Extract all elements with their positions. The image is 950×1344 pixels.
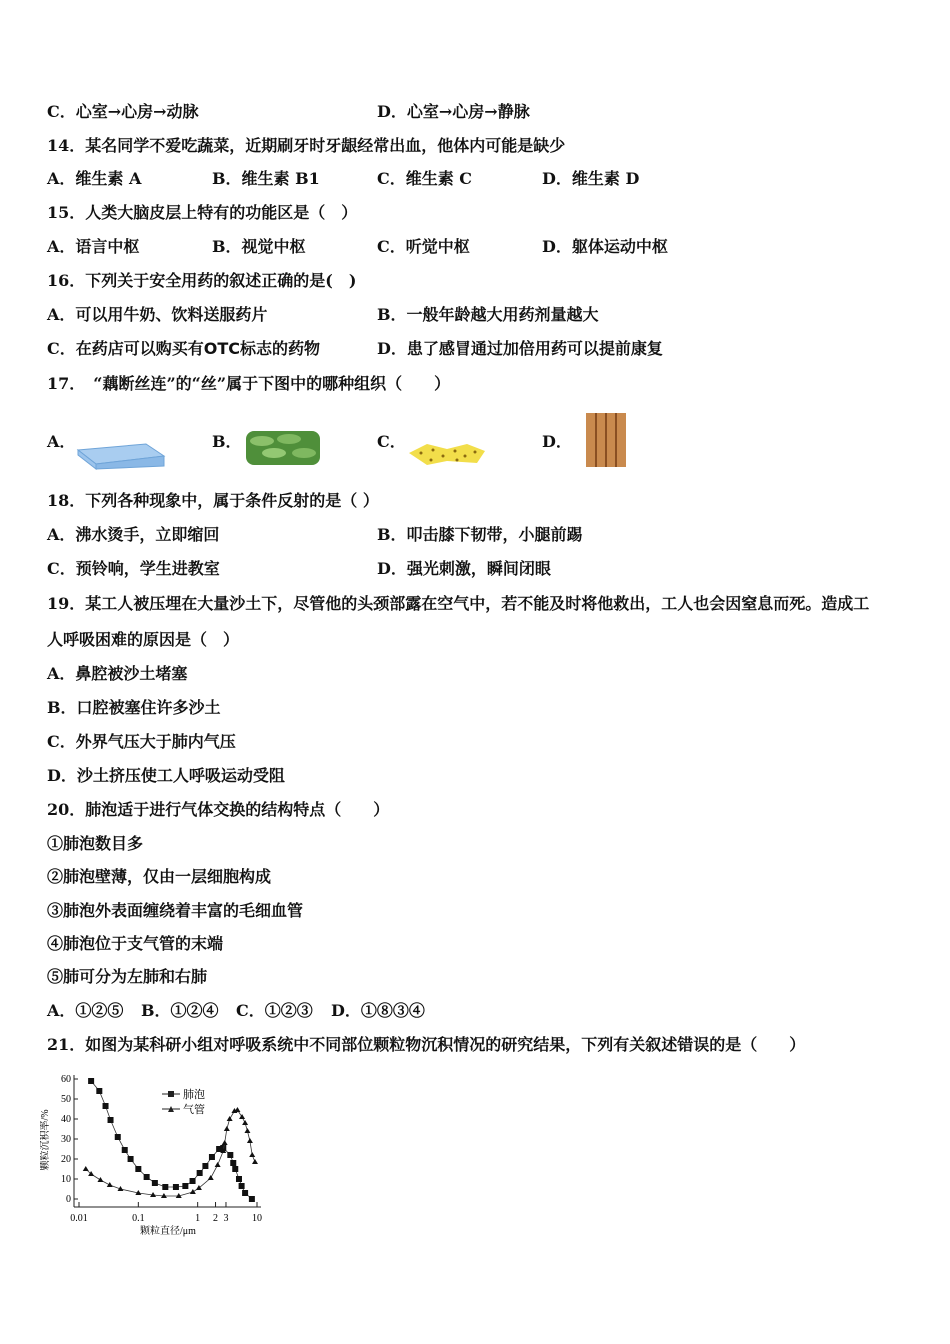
y-tick-label: 0 — [66, 1194, 71, 1205]
data-point-alveoli — [227, 1152, 233, 1158]
data-point-trachea — [190, 1189, 196, 1194]
y-tick-label: 40 — [61, 1114, 71, 1125]
x-tick-label: 1 — [195, 1213, 201, 1224]
x-tick-label: 10 — [252, 1213, 262, 1224]
option-b: B． — [212, 432, 242, 451]
option-a: A．①②⑤ — [47, 1001, 124, 1020]
option-d: D．沙土挤压使工人呼吸运动受阻 — [47, 766, 285, 785]
option-a: A．鼻腔被沙土堵塞 — [47, 664, 188, 683]
option-a: A．沸水烫手，立即缩回 — [47, 525, 220, 544]
data-point-alveoli — [88, 1078, 94, 1084]
x-tick-label: 2 — [213, 1213, 219, 1224]
option-d: D． — [542, 432, 572, 451]
data-point-trachea — [215, 1162, 221, 1167]
option-a: A．维生素 A — [47, 169, 142, 188]
data-point-trachea — [224, 1126, 230, 1131]
option-d: D．维生素 D — [542, 169, 640, 188]
option-b: B．视觉中枢 — [212, 237, 306, 256]
legend-trachea: 气管 — [183, 1104, 205, 1116]
y-tick-label: 10 — [61, 1174, 71, 1185]
question-stem: 15．人类大脑皮层上特有的功能区是（ ） — [47, 203, 358, 222]
option-b: B．①②④ — [141, 1001, 219, 1020]
question-stem-line1: 19．某工人被压埋在大量沙土下，尽管他的头颈部露在空气中，若不能及时将他救出，工人也会因窒息而死。造成工 — [47, 594, 870, 613]
data-point-trachea — [227, 1116, 233, 1121]
data-point-trachea — [247, 1138, 253, 1143]
option-d: D．①⑧③④ — [331, 1001, 425, 1020]
data-point-trachea — [107, 1182, 113, 1187]
option-a: A．可以用牛奶、饮料送服药片 — [47, 305, 268, 324]
data-point-alveoli — [236, 1176, 242, 1182]
option-d: D．心室→心房→静脉 — [377, 102, 530, 121]
data-point-trachea — [222, 1140, 228, 1145]
data-point-trachea — [97, 1177, 103, 1182]
data-point-alveoli — [96, 1088, 102, 1094]
option-b: B．一般年龄越大用药剂量越大 — [377, 305, 599, 324]
option-b: B．叩击膝下韧带，小腿前踢 — [377, 525, 583, 544]
connective-tissue-image — [407, 441, 487, 467]
data-point-alveoli — [197, 1170, 203, 1176]
question-stem: 21．如图为某科研小组对呼吸系统中不同部位颗粒物沉积情况的研究结果，下列有关叙述错误的是（ ） — [47, 1035, 806, 1054]
data-point-trachea — [208, 1175, 214, 1180]
option-a: A．语言中枢 — [47, 237, 140, 256]
data-point-alveoli — [230, 1160, 236, 1166]
legend-alveoli: 肺泡 — [183, 1089, 205, 1101]
vascular-tissue-image — [584, 411, 628, 469]
data-point-alveoli — [249, 1196, 255, 1202]
deposition-rate-chart — [40, 1060, 280, 1240]
data-point-alveoli — [144, 1174, 150, 1180]
otc-label: OTC — [203, 339, 241, 358]
data-point-alveoli — [115, 1134, 121, 1140]
option-d: D．强光刺激，瞬间闭眼 — [377, 559, 551, 578]
y-tick-label: 20 — [61, 1154, 71, 1165]
y-tick-label: 60 — [61, 1074, 71, 1085]
option-a: A． — [47, 432, 76, 451]
x-tick-label: 3 — [223, 1213, 229, 1224]
legend — [162, 1087, 205, 1116]
option-c: C．①②③ — [236, 1001, 313, 1020]
x-axis-label: 颗粒直径/μm — [140, 1226, 196, 1237]
option-b: B．口腔被塞住许多沙土 — [47, 698, 221, 717]
question-stem: 16．下列关于安全用药的叙述正确的是( ) — [47, 271, 357, 290]
data-point-alveoli — [202, 1163, 208, 1169]
data-point-alveoli — [103, 1103, 109, 1109]
statement-item: ②肺泡壁薄，仅由一层细胞构成 — [47, 867, 272, 886]
statement-item: ③肺泡外表面缠绕着丰富的毛细血管 — [47, 901, 304, 920]
data-point-trachea — [239, 1114, 245, 1119]
question-stem: 18．下列各种现象中，属于条件反射的是（ ） — [47, 491, 379, 510]
question-stem: 17． “藕断丝连”的“丝”属于下图中的哪种组织（ ） — [47, 374, 451, 393]
data-point-alveoli — [239, 1183, 245, 1189]
data-point-alveoli — [182, 1183, 188, 1189]
data-point-alveoli — [190, 1178, 196, 1184]
y-tick-label: 50 — [61, 1094, 71, 1105]
option-c: C．预铃响，学生进教室 — [47, 559, 220, 578]
data-point-alveoli — [152, 1180, 158, 1186]
epithelial-tissue-image — [76, 440, 166, 470]
option-c: C．外界气压大于肺内气压 — [47, 732, 236, 751]
data-point-trachea — [242, 1120, 248, 1125]
data-point-alveoli — [128, 1156, 134, 1162]
statement-item: ①肺泡数目多 — [47, 834, 144, 853]
x-tick-label: 0.01 — [70, 1213, 88, 1224]
data-point-alveoli — [232, 1166, 238, 1172]
data-point-trachea — [252, 1159, 258, 1164]
y-axis-label: 颗粒沉积率/% — [40, 1109, 51, 1171]
question-stem: 20．肺泡适于进行气体交换的结构特点（ ） — [47, 800, 390, 819]
y-tick-label: 30 — [61, 1134, 71, 1145]
data-point-trachea — [83, 1166, 89, 1171]
option-c-suffix: 标志的药物 — [240, 339, 321, 358]
option-c: C．心室→心房→动脉 — [47, 102, 199, 121]
data-point-alveoli — [209, 1154, 215, 1160]
option-d: D．患了感冒通过加倍用药可以提前康复 — [377, 339, 663, 358]
data-point-alveoli — [108, 1117, 114, 1123]
data-point-trachea — [249, 1152, 255, 1157]
option-c: C． — [377, 432, 406, 451]
question-stem-line2: 人呼吸困难的原因是（ ） — [47, 630, 240, 649]
data-point-alveoli — [122, 1147, 128, 1153]
statement-item: ⑤肺可分为左肺和右肺 — [47, 967, 208, 986]
data-point-alveoli — [173, 1184, 179, 1190]
option-b: B．维生素 B1 — [212, 169, 320, 188]
data-point-alveoli — [162, 1184, 168, 1190]
option-c: C．听觉中枢 — [377, 237, 470, 256]
statement-item: ④肺泡位于支气管的末端 — [47, 934, 224, 953]
option-c-text: C．在药店可以购买有 — [47, 339, 204, 358]
data-point-alveoli — [135, 1166, 141, 1172]
x-tick-label: 0.1 — [132, 1213, 145, 1224]
muscle-tissue-image — [244, 429, 322, 467]
option-d: D．躯体运动中枢 — [542, 237, 668, 256]
question-stem: 14．某名同学不爱吃蔬菜，近期刷牙时牙龈经常出血，他体内可能是缺少 — [47, 136, 566, 155]
option-c — [47, 339, 320, 359]
data-point-alveoli — [242, 1190, 248, 1196]
option-c: C．维生素 C — [377, 169, 473, 188]
data-point-trachea — [244, 1128, 250, 1133]
